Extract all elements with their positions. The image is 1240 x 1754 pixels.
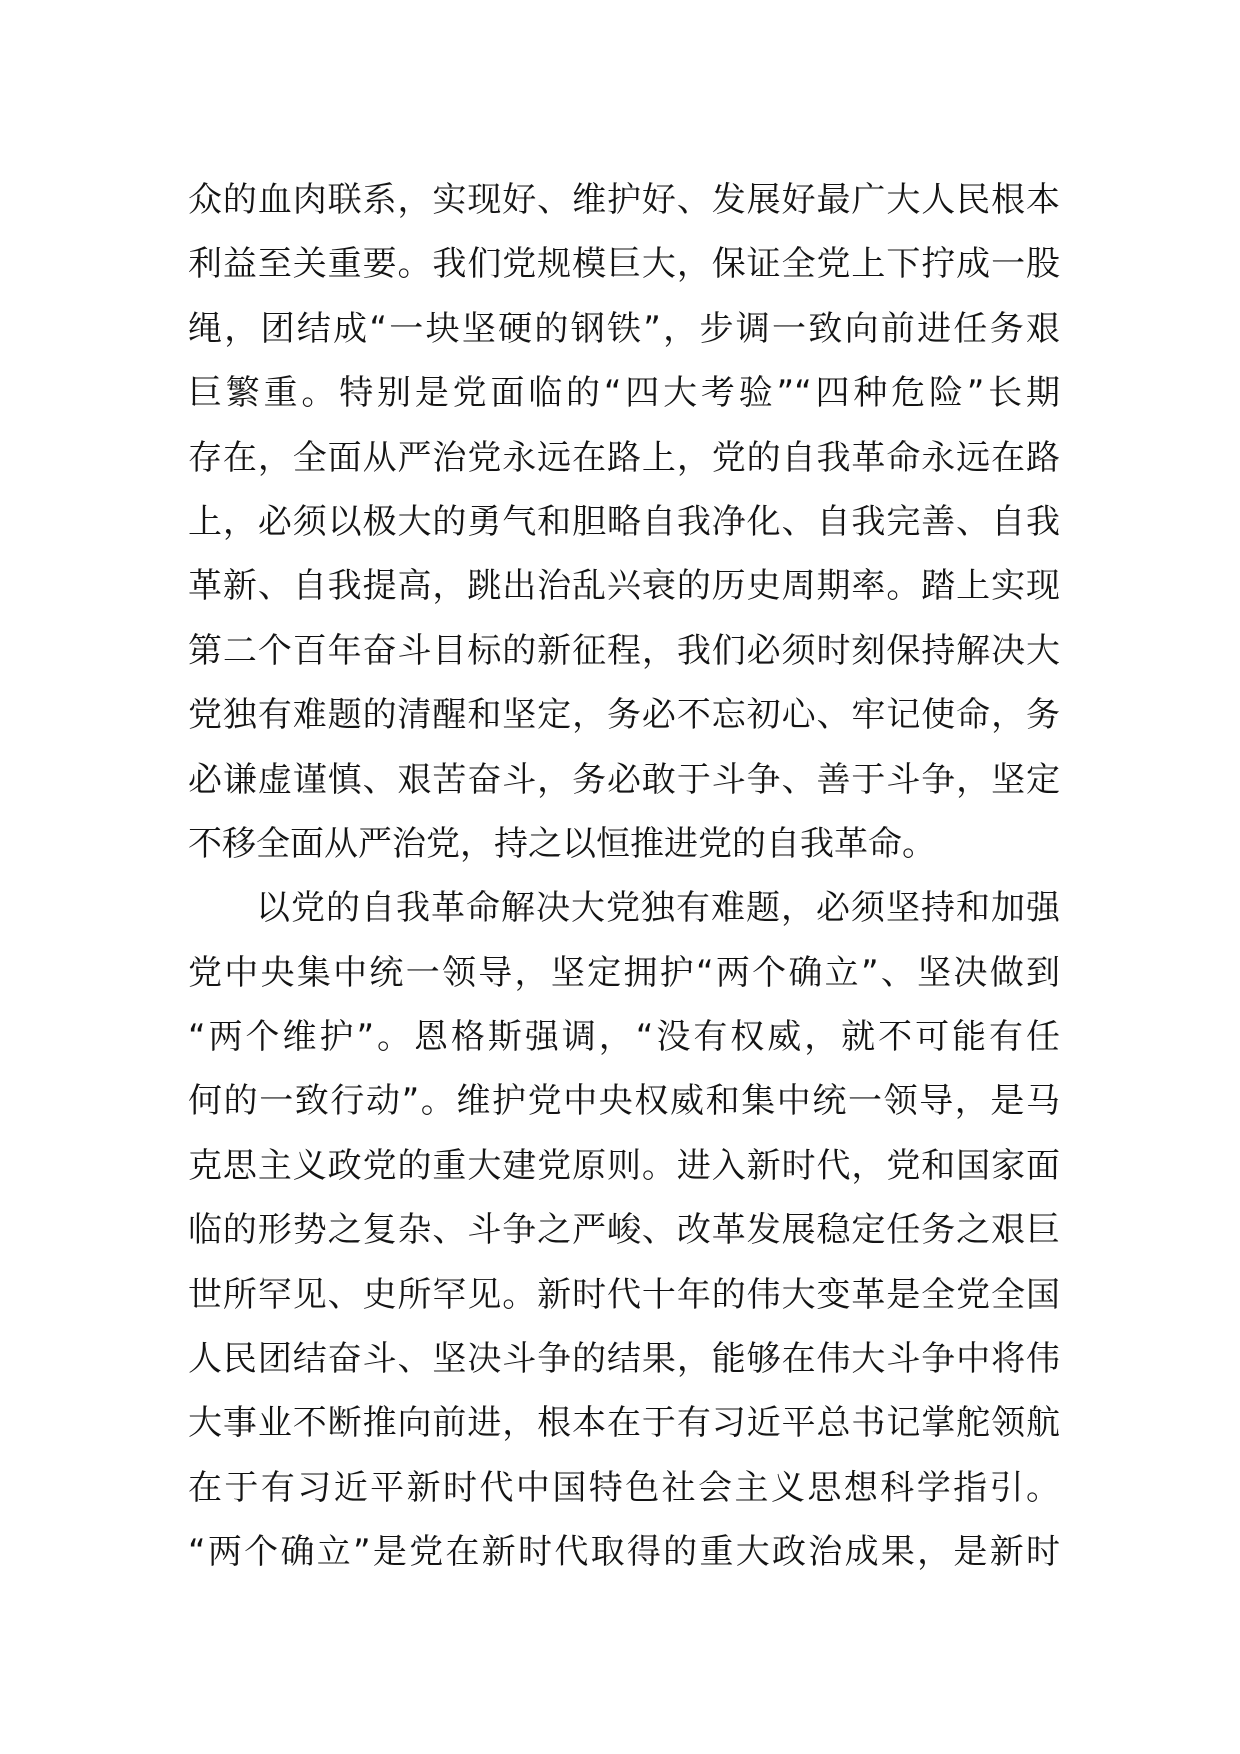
text-line: 世所罕见、史所罕见。新时代十年的伟大变革是全党全国 xyxy=(188,1274,1060,1315)
text-line: 上，必须以极大的勇气和胆略自我净化、自我完善、自我 xyxy=(188,501,1060,542)
paragraph-start-line: 以党的自我革命解决大党独有难题，必须坚持和加强 xyxy=(256,888,1060,929)
text-line: 大事业不断推向前进，根本在于有习近平总书记掌舵领航 xyxy=(188,1403,1060,1444)
paragraph-end-line: 不移全面从严治党，持之以恒推进党的自我革命。 xyxy=(188,823,936,864)
text-line: 巨繁重。特别是党面临的“四大考验”“四种危险”长期 xyxy=(188,373,1060,414)
text-line: 党中央集中统一领导，坚定拥护“两个确立”、坚决做到 xyxy=(188,952,1060,993)
text-line: 存在，全面从严治党永远在路上，党的自我革命永远在路 xyxy=(188,437,1060,478)
text-line: 人民团结奋斗、坚决斗争的结果，能够在伟大斗争中将伟 xyxy=(188,1339,1060,1380)
text-line: 克思主义政党的重大建党原则。进入新时代，党和国家面 xyxy=(188,1145,1060,1186)
text-line: 第二个百年奋斗目标的新征程，我们必须时刻保持解决大 xyxy=(188,630,1060,671)
text-line: 临的形势之复杂、斗争之严峻、改革发展稳定任务之艰巨 xyxy=(188,1210,1060,1251)
text-line: 革新、自我提高，跳出治乱兴衰的历史周期率。踏上实现 xyxy=(188,566,1060,607)
text-line: 绳，团结成“一块坚硬的钢铁”，步调一致向前进任务艰 xyxy=(188,308,1060,349)
text-line: 在于有习近平新时代中国特色社会主义思想科学指引。 xyxy=(188,1467,1060,1508)
text-line: 必谦虚谨慎、艰苦奋斗，务必敢于斗争、善于斗争，坚定 xyxy=(188,759,1060,800)
text-line: “两个确立”是党在新时代取得的重大政治成果，是新时 xyxy=(188,1532,1060,1573)
text-line: 党独有难题的清醒和坚定，务必不忘初心、牢记使命，务 xyxy=(188,695,1060,736)
text-line: 何的一致行动”。维护党中央权威和集中统一领导，是马 xyxy=(188,1081,1060,1122)
text-line: 利益至关重要。我们党规模巨大，保证全党上下拧成一股 xyxy=(188,244,1060,285)
text-line: 众的血肉联系，实现好、维护好、发展好最广大人民根本 xyxy=(188,180,1060,220)
body-text xyxy=(188,168,1060,1585)
text-line: “两个维护”。恩格斯强调，“没有权威，就不可能有任 xyxy=(188,1017,1060,1058)
